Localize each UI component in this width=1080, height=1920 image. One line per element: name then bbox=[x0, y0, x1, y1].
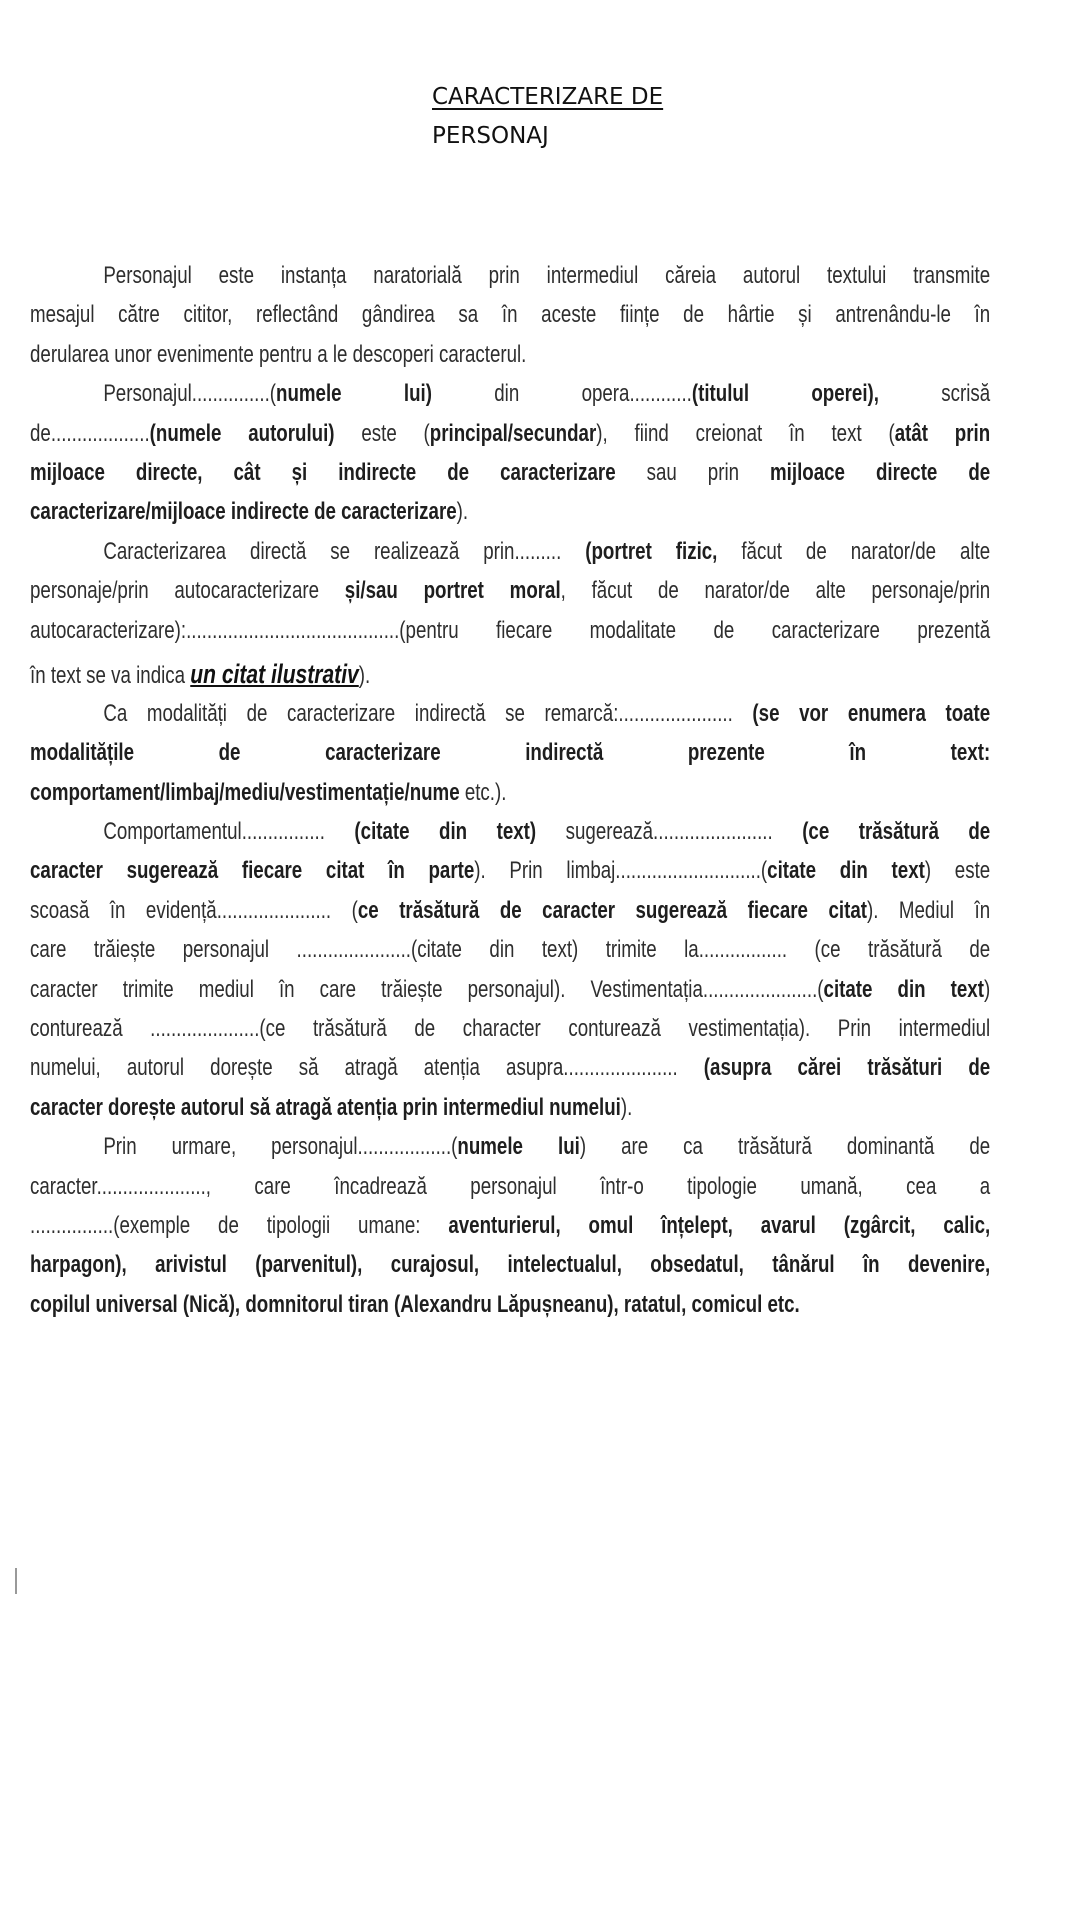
text-line bbox=[30, 773, 990, 812]
text-segment: Caracterizarea directă se realizează prin......... bbox=[103, 537, 586, 565]
text-segment: sugerează....................... bbox=[536, 818, 803, 846]
document-title bbox=[432, 78, 663, 156]
bold-text: (numele autorului) bbox=[149, 419, 335, 447]
text-line bbox=[30, 1206, 990, 1245]
paragraph bbox=[30, 694, 990, 812]
text-segment: ). Mediul în bbox=[866, 896, 991, 924]
text-segment: care trăiește personajul ......................(citate din text) trimite la................. (ce trăsătură de bbox=[30, 936, 991, 964]
text-line bbox=[30, 256, 990, 295]
text-segment: din opera............ bbox=[431, 380, 692, 408]
bold-text: (ce trăsătură de bbox=[802, 818, 991, 846]
text-segment: ) este bbox=[924, 857, 991, 885]
paragraph bbox=[30, 812, 990, 1127]
text-line bbox=[30, 930, 990, 969]
bold-text: principal/secundar bbox=[429, 419, 597, 447]
text-line bbox=[30, 851, 990, 890]
bold-text: caracter sugerează fiecare citat în parte bbox=[30, 857, 475, 885]
bold-text: numele lui) bbox=[276, 380, 432, 408]
text-segment: numelui, autorul dorește să atragă atenția asupra...................... bbox=[30, 1054, 704, 1082]
text-segment: scrisă bbox=[878, 380, 991, 408]
bold-text: harpagon), arivistul (parvenitul), curajosul, intelectualul, obsedatul, tânărul în devenire, bbox=[30, 1251, 991, 1279]
bold-text: copilul universal (Nică), domnitorul tiran (Alexandru Lăpușneanu), ratatul, comicul etc. bbox=[30, 1290, 800, 1318]
text-segment: Ca modalități de caracterizare indirectă se remarcă:...................... bbox=[103, 699, 753, 727]
text-line bbox=[30, 571, 990, 610]
text-line bbox=[30, 532, 990, 571]
text-line bbox=[30, 650, 990, 694]
text-segment: de................... bbox=[30, 419, 150, 447]
bold-text: comportament/limbaj/mediu/vestimentație/nume bbox=[30, 778, 460, 806]
paragraph bbox=[30, 532, 990, 694]
text-segment: ). bbox=[358, 661, 371, 689]
bold-text: caracter dorește autorul să atragă atenția prin intermediul numelui bbox=[30, 1093, 621, 1121]
text-segment: Comportamentul................ bbox=[103, 818, 355, 846]
bold-text: atât prin bbox=[894, 419, 991, 447]
title-line-2: PERSONAJ bbox=[432, 123, 549, 149]
text-line bbox=[30, 891, 990, 930]
text-segment: Prin urmare, personajul..................( bbox=[103, 1133, 458, 1161]
text-line bbox=[30, 970, 990, 1009]
text-segment: mesajul către cititor, reflectând gândirea sa în aceste ființe de hârtie și antrenându-le în bbox=[30, 301, 991, 329]
text-line bbox=[30, 335, 990, 374]
title-line-1: CARACTERIZARE DE bbox=[432, 84, 664, 110]
text-segment: caracter trimite mediul în care trăiește personajul). Vestimentația......................( bbox=[30, 975, 824, 1003]
text-line bbox=[30, 1088, 990, 1127]
text-segment: Personajul...............( bbox=[103, 380, 277, 408]
bold-text: citate din text bbox=[767, 857, 925, 885]
bold-text: citate din text bbox=[823, 975, 984, 1003]
text-line bbox=[30, 374, 990, 413]
text-segment: este ( bbox=[334, 419, 430, 447]
text-line bbox=[30, 694, 990, 733]
bold-text: și/sau portret moral bbox=[344, 577, 561, 605]
text-line bbox=[30, 453, 990, 492]
text-segment: ). bbox=[620, 1093, 633, 1121]
text-segment: în text se va indica bbox=[30, 661, 191, 689]
text-line bbox=[30, 492, 990, 531]
text-line bbox=[30, 1167, 990, 1206]
text-segment: ) are ca trăsătură dominantă de bbox=[579, 1133, 991, 1161]
bold-text: modalitățile de caracterizare indirectă prezente în text: bbox=[30, 739, 991, 767]
paragraph bbox=[30, 1127, 990, 1324]
bold-text: (asupra cărei trăsături de bbox=[703, 1054, 991, 1082]
text-segment: ................(exemple de tipologii umane: bbox=[30, 1211, 449, 1239]
bold-text: (portret fizic, bbox=[585, 537, 718, 565]
text-line bbox=[30, 733, 990, 772]
text-cursor bbox=[15, 1568, 17, 1594]
bold-text: aventurierul, omul înțelept, avarul (zgârcit, calic, bbox=[448, 1211, 991, 1239]
bold-text: ce trăsătură de caracter sugerează fiecare citat bbox=[357, 896, 867, 924]
text-segment: ) bbox=[983, 975, 991, 1003]
bold-text: caracterizare/mijloace indirecte de caracterizare bbox=[30, 498, 457, 526]
text-segment: scoasă în evidență...................... ( bbox=[30, 896, 358, 924]
bold-text: numele lui bbox=[457, 1133, 580, 1161]
bold-text: (titulul operei), bbox=[691, 380, 879, 408]
paragraph bbox=[30, 256, 990, 374]
text-segment: ). bbox=[456, 498, 469, 526]
text-line bbox=[30, 1048, 990, 1087]
text-segment: ), fiind creionat în text ( bbox=[596, 419, 895, 447]
text-line bbox=[30, 1245, 990, 1284]
text-segment: personaje/prin autocaracterizare bbox=[30, 577, 345, 605]
text-segment: Personajul este instanța naratorială prin intermediul căreia autorul textului transmite bbox=[103, 262, 991, 289]
text-segment: sau prin bbox=[615, 458, 771, 486]
text-segment: făcut de narator/de alte bbox=[717, 537, 991, 565]
text-segment: ). Prin limbaj............................( bbox=[474, 857, 768, 885]
emphasized-text: un citat ilustrativ bbox=[190, 658, 359, 689]
text-segment: , făcut de narator/de alte personaje/prin bbox=[560, 577, 991, 605]
text-line bbox=[30, 295, 990, 334]
paragraph bbox=[30, 374, 990, 532]
bold-text: mijloace directe, cât și indirecte de caracterizare bbox=[30, 458, 616, 486]
text-line bbox=[30, 1127, 990, 1166]
text-segment: caracter....................., care încadrează personajul într-o tipologie umană, cea a bbox=[30, 1172, 991, 1200]
text-segment: conturează .....................(ce trăsătură de character conturează vestimentația). Prin intermediul bbox=[30, 1015, 991, 1043]
text-line bbox=[30, 1009, 990, 1048]
text-line bbox=[30, 812, 990, 851]
text-line bbox=[30, 414, 990, 453]
document-body bbox=[30, 256, 990, 1324]
text-segment: derularea unor evenimente pentru a le descoperi caracterul. bbox=[30, 340, 527, 368]
bold-text: (citate din text) bbox=[354, 818, 537, 846]
bold-text: mijloace directe de bbox=[770, 458, 991, 486]
text-segment: etc.). bbox=[459, 778, 507, 806]
text-line bbox=[30, 1285, 990, 1324]
text-segment: autocaracterizare):.........................................(pentru fiecare modalitate de caracterizare prezentă bbox=[30, 616, 991, 644]
text-line bbox=[30, 611, 990, 650]
bold-text: (se vor enumera toate bbox=[752, 699, 991, 727]
